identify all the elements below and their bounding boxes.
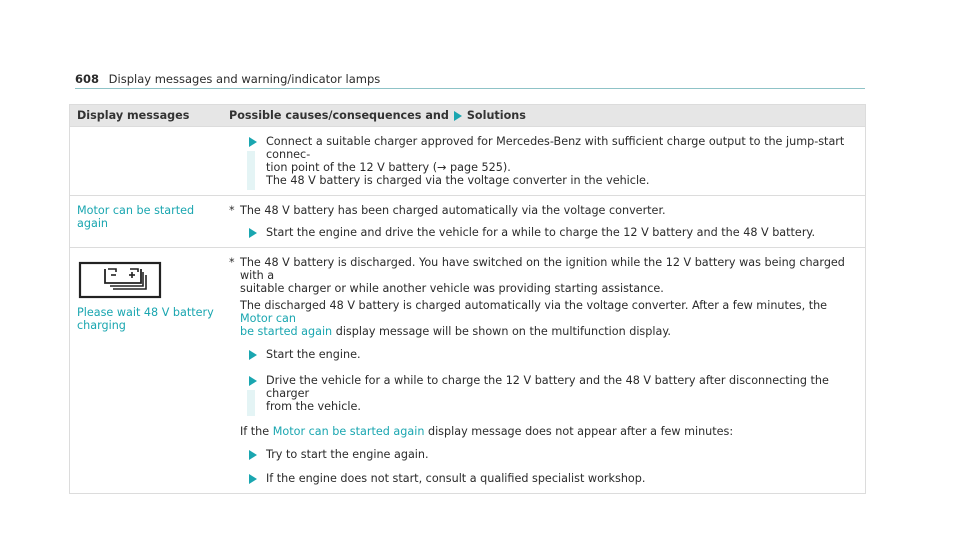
section-title: Display messages and warning/indicator lamps [108,72,381,86]
column-header-causes [226,105,865,126]
solution-step [229,135,859,187]
step-bar [247,390,255,416]
triangle-arrow-icon [249,474,257,484]
message-cell [70,196,226,247]
triangle-arrow-icon [454,111,462,121]
message-cell [70,127,226,195]
step-line: from the vehicle. [266,400,361,413]
info-paragraph [229,425,859,438]
note-line: The 48 V battery is discharged. You have switched on the ignition while the 12 V battery was being charged with a [240,256,845,282]
step-line: If the engine does not start, consult a qualified specialist workshop. [266,472,646,485]
display-messages-table [69,104,866,494]
note-line: suitable charger or while another vehicle was providing starting assistance. [240,282,664,295]
solution-step [229,374,859,413]
solution-step [229,472,859,485]
solution-step [229,448,859,461]
step-line: Try to start the engine again. [266,448,429,461]
paragraph-text: The discharged 48 V battery is charged automatically via the voltage converter. After a few minutes, the [240,299,828,312]
inline-message-link: Motor can be started again [272,425,425,438]
inline-message-link: Motor can [240,312,296,325]
table-row [70,127,865,196]
paragraph-text: display message will be shown on the multifunction display. [335,325,671,338]
triangle-arrow-icon [249,228,257,238]
note-asterisk: * [229,256,235,269]
display-message-text: Motor can be started again [77,204,195,230]
cause-note [229,204,859,217]
solution-cell [226,127,865,195]
table-row [70,248,865,494]
triangle-arrow-icon [249,376,257,386]
info-paragraph [229,299,859,338]
solution-cell [226,196,865,247]
triangle-arrow-icon [249,137,257,147]
table-row [70,196,865,248]
inline-message-link: be started again [240,325,333,338]
step-line: Start the engine and drive the vehicle for a while to charge the 12 V battery and the 48 V battery. [266,226,815,239]
display-message-text: Please wait 48 V battery charging [77,306,214,332]
column-header-solutions-label: Solutions [466,109,526,122]
page-number: 608 [75,72,100,86]
column-header-causes-label: Possible causes/consequences and [229,109,449,122]
step-line: Start the engine. [266,348,361,361]
table-header [70,105,865,127]
battery-icon [77,260,163,300]
step-line: The 48 V battery is charged via the voltage converter in the vehicle. [266,174,650,187]
note-asterisk: * [229,204,235,217]
note-text: The 48 V battery has been charged automatically via the voltage converter. [240,204,666,217]
page-header [75,72,380,86]
paragraph-text: display message does not appear after a few minutes: [427,425,734,438]
step-bar [247,151,255,190]
step-line: Connect a suitable charger approved for Mercedes-Benz with sufficient charge output to the jump-start connec- [266,135,845,161]
cause-note [229,256,859,295]
paragraph-text: If the [240,425,270,438]
solution-step [229,348,859,361]
solution-step [229,226,859,239]
header-divider [75,88,865,89]
step-line: tion point of the 12 V battery (→ page 525). [266,161,511,174]
column-header-messages: Display messages [77,109,190,122]
triangle-arrow-icon [249,350,257,360]
solution-cell [226,248,865,493]
step-line: Drive the vehicle for a while to charge the 12 V battery and the 48 V battery after disconnecting the charger [266,374,829,400]
triangle-arrow-icon [249,450,257,460]
message-cell [70,248,226,493]
